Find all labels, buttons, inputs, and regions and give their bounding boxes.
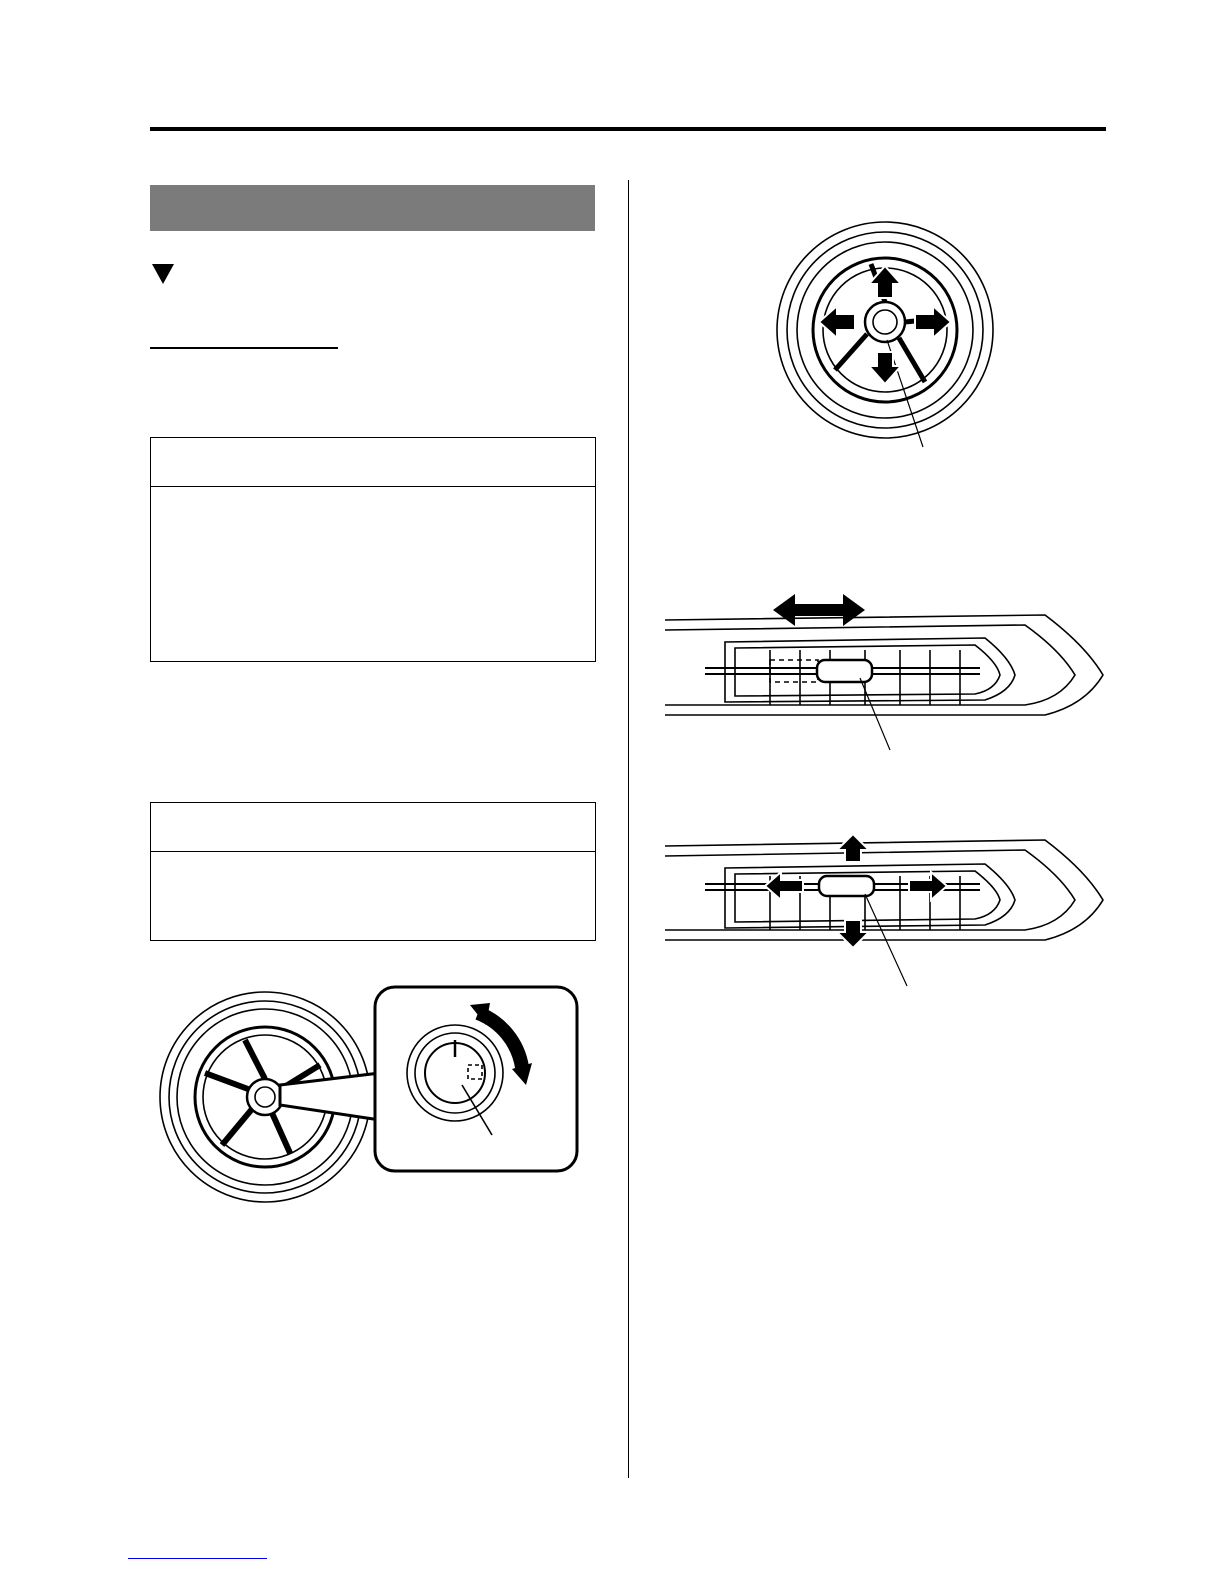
side-vent-horizontal-figure	[665, 590, 1105, 760]
notice-box-1-header	[151, 438, 595, 487]
section-title-bar	[150, 185, 595, 231]
round-vent-knob-figure	[160, 985, 590, 1210]
column-divider	[628, 180, 629, 1478]
round-vent-direction-figure	[775, 222, 995, 457]
notice-box-2	[150, 802, 596, 941]
subheading-underline	[150, 347, 338, 349]
side-vent-four-way-figure	[665, 828, 1105, 988]
notice-box-2-header	[151, 803, 595, 852]
header-rule	[150, 127, 1106, 131]
footer-link-underline[interactable]	[128, 1558, 267, 1559]
section-marker-icon	[152, 264, 174, 284]
notice-box-1	[150, 437, 596, 662]
